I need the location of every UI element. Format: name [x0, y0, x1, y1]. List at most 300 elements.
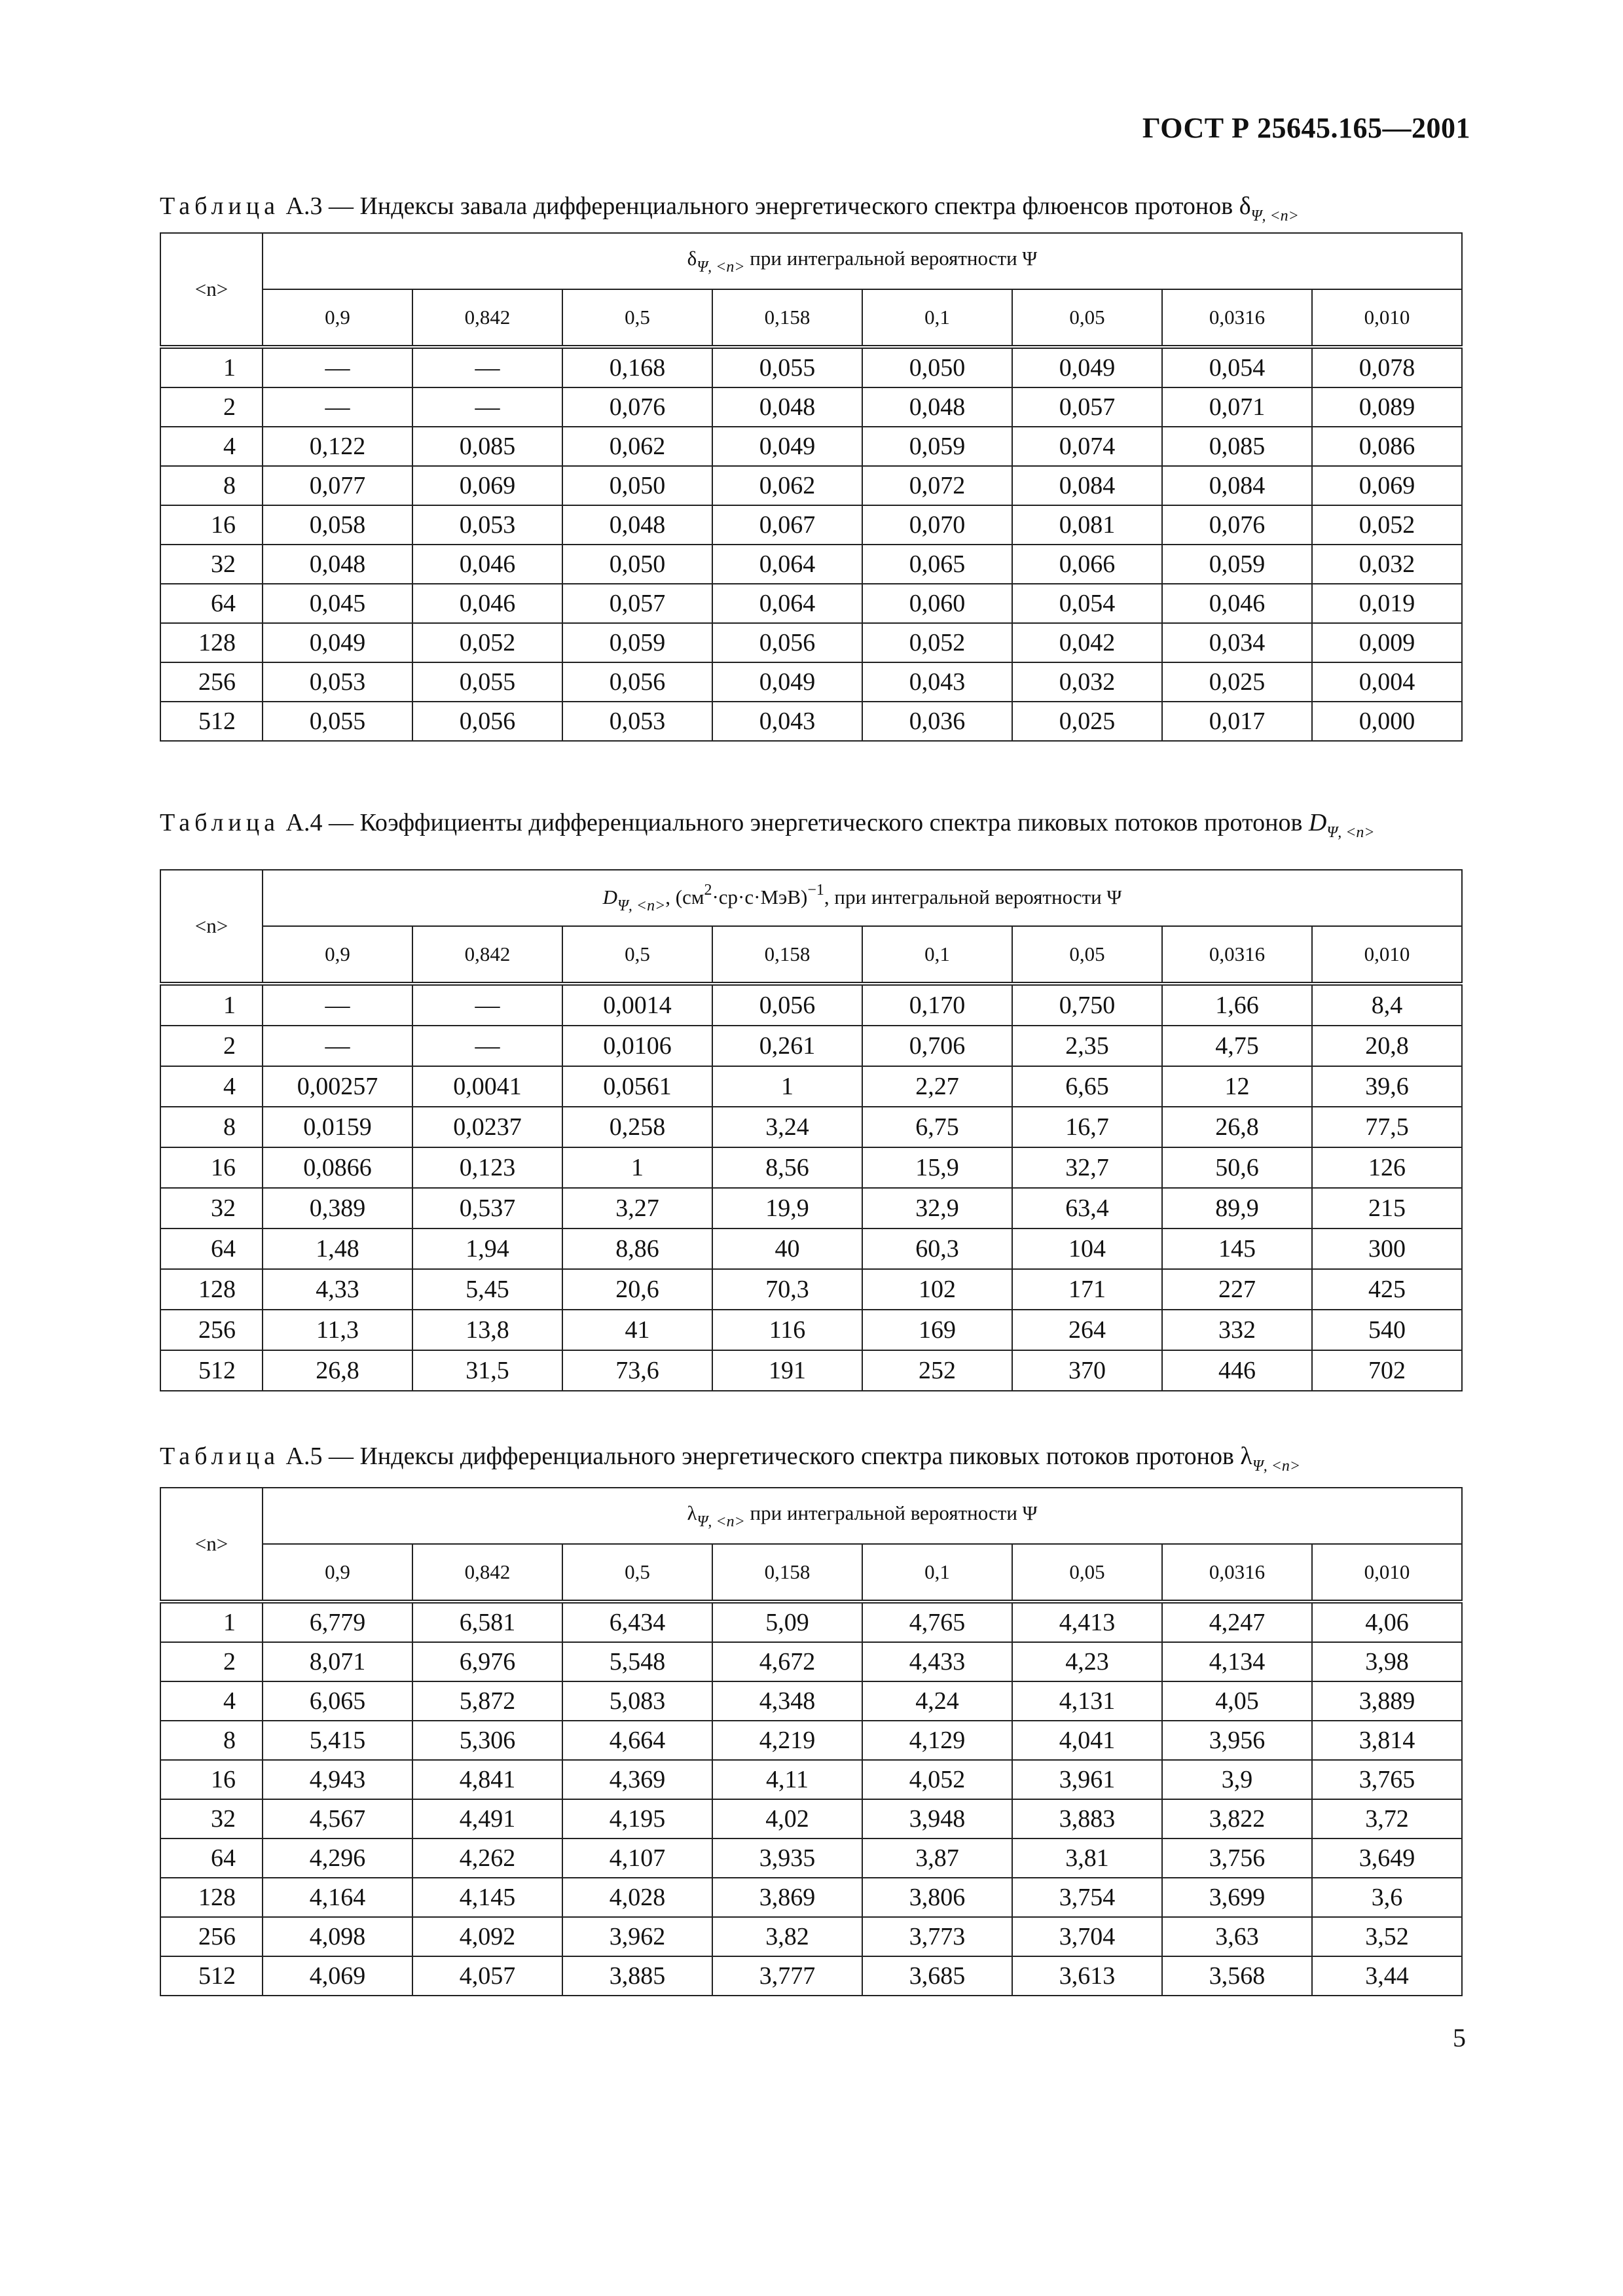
table-cell: 4,75 — [1162, 1026, 1312, 1066]
table-cell: 0,076 — [1162, 505, 1312, 545]
table-cell: 4,041 — [1012, 1721, 1162, 1760]
table-cell: 0,0106 — [562, 1026, 712, 1066]
table-cell: 0,085 — [1162, 427, 1312, 466]
row-label: 128 — [160, 1269, 263, 1310]
table-cell: 3,962 — [562, 1917, 712, 1956]
column-header: 0,0316 — [1162, 289, 1312, 347]
table-cell: 19,9 — [712, 1188, 862, 1229]
row-label: 512 — [160, 1956, 263, 1996]
table-cell: 0,045 — [263, 584, 412, 623]
table-cell: 0,055 — [712, 347, 862, 387]
table-cell: 169 — [862, 1310, 1012, 1350]
document-code: ГОСТ Р 25645.165—2001 — [1142, 112, 1470, 144]
table-cell: 40 — [712, 1229, 862, 1269]
table-cell: 0,046 — [412, 584, 562, 623]
table-cell: 0,049 — [712, 427, 862, 466]
table-row — [160, 466, 1462, 505]
table-cell: 0,042 — [1012, 623, 1162, 662]
table-cell: 4,433 — [862, 1642, 1012, 1681]
group-unit: , (см — [665, 885, 704, 908]
row-label: 1 — [160, 1602, 263, 1642]
table-cell: 215 — [1312, 1188, 1462, 1229]
table-cell: — — [263, 1026, 412, 1066]
table-cell: — — [263, 984, 412, 1026]
table-cell: 0,0041 — [412, 1066, 562, 1107]
row-label: 16 — [160, 505, 263, 545]
table-cell: 0,048 — [712, 387, 862, 427]
table-cell: 0,057 — [562, 584, 712, 623]
table-cell: 0,056 — [712, 623, 862, 662]
group-header — [263, 870, 1462, 926]
table-cell: 0,072 — [862, 466, 1012, 505]
table-cell: 4,219 — [712, 1721, 862, 1760]
table-cell: 89,9 — [1162, 1188, 1312, 1229]
table-cell: 0,032 — [1312, 545, 1462, 584]
table-cell: 39,6 — [1312, 1066, 1462, 1107]
column-header: 0,05 — [1012, 289, 1162, 347]
table-cell: 3,72 — [1312, 1799, 1462, 1839]
table-cell: 5,09 — [712, 1602, 862, 1642]
table-cell: 3,806 — [862, 1878, 1012, 1917]
table-row — [160, 545, 1462, 584]
group-symbol: δ — [687, 246, 697, 270]
table-cell: 73,6 — [562, 1350, 712, 1391]
table-cell: 1 — [562, 1147, 712, 1188]
table-cell: 4,092 — [412, 1917, 562, 1956]
column-header: 0,9 — [263, 1544, 412, 1602]
table-cell: 0,052 — [862, 623, 1012, 662]
caption-text: А.5 — Индексы дифференциального энергетического спектра пиковых потоков протонов — [285, 1443, 1234, 1470]
column-header: 0,010 — [1312, 289, 1462, 347]
table-cell: 0,168 — [562, 347, 712, 387]
table-cell: 3,889 — [1312, 1681, 1462, 1721]
table-cell: 3,948 — [862, 1799, 1012, 1839]
row-label: 512 — [160, 702, 263, 741]
table-cell: 4,24 — [862, 1681, 1012, 1721]
table-cell: 540 — [1312, 1310, 1462, 1350]
table-cell: 4,262 — [412, 1839, 562, 1878]
table-cell: 3,63 — [1162, 1917, 1312, 1956]
table-cell: 4,23 — [1012, 1642, 1162, 1681]
table-row — [160, 1147, 1462, 1188]
table-cell: 3,961 — [1012, 1760, 1162, 1799]
table-cell: 3,754 — [1012, 1878, 1162, 1917]
table-cell: 4,247 — [1162, 1602, 1312, 1642]
table-cell: 370 — [1012, 1350, 1162, 1391]
table-cell: 6,581 — [412, 1602, 562, 1642]
table-cell: 4,052 — [862, 1760, 1012, 1799]
table-cell: 0,004 — [1312, 662, 1462, 702]
row-label: 32 — [160, 1799, 263, 1839]
group-unit: ·ср·с·МэВ) — [712, 885, 808, 908]
table-cell: 0,081 — [1012, 505, 1162, 545]
row-label: 4 — [160, 427, 263, 466]
table-cell: 0,059 — [1162, 545, 1312, 584]
table-cell: 0,076 — [562, 387, 712, 427]
table-cell: 1 — [712, 1066, 862, 1107]
table-row — [160, 1799, 1462, 1839]
table-a5 — [160, 1487, 1463, 1996]
table-row — [160, 1350, 1462, 1391]
table-cell: 3,883 — [1012, 1799, 1162, 1839]
table-cell: 0,123 — [412, 1147, 562, 1188]
row-label: 8 — [160, 466, 263, 505]
row-label: 8 — [160, 1721, 263, 1760]
table-cell: 4,145 — [412, 1878, 562, 1917]
table-cell: 63,4 — [1012, 1188, 1162, 1229]
table-cell: 0,053 — [263, 662, 412, 702]
table-cell: 3,822 — [1162, 1799, 1312, 1839]
table-cell: — — [412, 984, 562, 1026]
row-label: 4 — [160, 1066, 263, 1107]
table-cell: 4,06 — [1312, 1602, 1462, 1642]
table-cell: 0,009 — [1312, 623, 1462, 662]
row-label: 32 — [160, 1188, 263, 1229]
column-header: 0,842 — [412, 289, 562, 347]
table-cell: 3,685 — [862, 1956, 1012, 1996]
column-header: 0,0316 — [1162, 926, 1312, 984]
table-cell: 0,049 — [712, 662, 862, 702]
table-cell: 3,52 — [1312, 1917, 1462, 1956]
table-row — [160, 1917, 1462, 1956]
table-a3-caption — [160, 190, 1463, 232]
table-cell: 4,369 — [562, 1760, 712, 1799]
table-cell: 5,548 — [562, 1642, 712, 1681]
table-cell: 5,45 — [412, 1269, 562, 1310]
table-cell: 0,258 — [562, 1107, 712, 1147]
table-cell: 4,296 — [263, 1839, 412, 1878]
table-cell: 3,869 — [712, 1878, 862, 1917]
table-row — [160, 387, 1462, 427]
table-cell: 3,773 — [862, 1917, 1012, 1956]
table-cell: — — [412, 347, 562, 387]
table-cell: 0,052 — [412, 623, 562, 662]
table-cell: 20,8 — [1312, 1026, 1462, 1066]
table-cell: 3,81 — [1012, 1839, 1162, 1878]
table-cell: 11,3 — [263, 1310, 412, 1350]
column-header: 0,158 — [712, 1544, 862, 1602]
table-cell: 77,5 — [1312, 1107, 1462, 1147]
table-cell: 0,050 — [562, 466, 712, 505]
table-cell: 0,085 — [412, 427, 562, 466]
table-cell: 3,9 — [1162, 1760, 1312, 1799]
table-cell: 3,6 — [1312, 1878, 1462, 1917]
table-row — [160, 1107, 1462, 1147]
table-cell: 0,034 — [1162, 623, 1312, 662]
row-label: 64 — [160, 1839, 263, 1878]
table-cell: 1,94 — [412, 1229, 562, 1269]
table-row — [160, 1188, 1462, 1229]
table-row — [160, 1269, 1462, 1310]
table-cell: 32,7 — [1012, 1147, 1162, 1188]
table-cell: 0,122 — [263, 427, 412, 466]
table-cell: 0,086 — [1312, 427, 1462, 466]
table-cell: 0,058 — [263, 505, 412, 545]
row-label: 128 — [160, 1878, 263, 1917]
table-row — [160, 1681, 1462, 1721]
table-row — [160, 1066, 1462, 1107]
table-cell: 4,069 — [263, 1956, 412, 1996]
table-cell: 0,060 — [862, 584, 1012, 623]
table-row — [160, 1310, 1462, 1350]
table-row — [160, 662, 1462, 702]
row-label: 256 — [160, 662, 263, 702]
table-cell: 0,084 — [1012, 466, 1162, 505]
table-cell: 0,052 — [1312, 505, 1462, 545]
column-header: 0,010 — [1312, 926, 1462, 984]
table-cell: 4,491 — [412, 1799, 562, 1839]
table-cell: 0,067 — [712, 505, 862, 545]
table-cell: 3,98 — [1312, 1642, 1462, 1681]
row-label: 1 — [160, 347, 263, 387]
table-cell: 0,0561 — [562, 1066, 712, 1107]
row-label: 2 — [160, 1642, 263, 1681]
table-cell: 4,348 — [712, 1681, 862, 1721]
table-cell: 3,765 — [1312, 1760, 1462, 1799]
table-cell: 0,0159 — [263, 1107, 412, 1147]
row-label: 16 — [160, 1147, 263, 1188]
table-cell: 1,48 — [263, 1229, 412, 1269]
table-cell: 0,053 — [562, 702, 712, 741]
table-cell: 0,049 — [263, 623, 412, 662]
table-cell: 3,704 — [1012, 1917, 1162, 1956]
table-cell: 4,765 — [862, 1602, 1012, 1642]
table-cell: 4,943 — [263, 1760, 412, 1799]
table-cell: 6,065 — [263, 1681, 412, 1721]
caption-word: Таблица — [160, 809, 280, 836]
group-text: при интегральной вероятности Ψ — [744, 1501, 1038, 1524]
table-cell: 446 — [1162, 1350, 1312, 1391]
table-cell: 2,35 — [1012, 1026, 1162, 1066]
table-row — [160, 1760, 1462, 1799]
table-row — [160, 1878, 1462, 1917]
table-cell: 332 — [1162, 1310, 1312, 1350]
table-cell: 13,8 — [412, 1310, 562, 1350]
column-header: 0,05 — [1012, 1544, 1162, 1602]
table-cell: 6,65 — [1012, 1066, 1162, 1107]
group-header — [263, 233, 1462, 289]
table-cell: 104 — [1012, 1229, 1162, 1269]
table-cell: 0,706 — [862, 1026, 1012, 1066]
table-cell: 1,66 — [1162, 984, 1312, 1026]
table-cell: 8,4 — [1312, 984, 1462, 1026]
table-cell: 3,777 — [712, 1956, 862, 1996]
table-cell: 4,672 — [712, 1642, 862, 1681]
page-number: 5 — [1453, 2023, 1466, 2053]
column-header: 0,0316 — [1162, 1544, 1312, 1602]
table-cell: 3,756 — [1162, 1839, 1312, 1878]
table-cell: 3,568 — [1162, 1956, 1312, 1996]
column-header: 0,158 — [712, 289, 862, 347]
table-cell: 41 — [562, 1310, 712, 1350]
table-cell: 32,9 — [862, 1188, 1012, 1229]
table-cell: 4,413 — [1012, 1602, 1162, 1642]
table-cell: 116 — [712, 1310, 862, 1350]
column-header: 0,5 — [562, 926, 712, 984]
column-header: 0,842 — [412, 926, 562, 984]
table-cell: 0,070 — [862, 505, 1012, 545]
column-header: 0,5 — [562, 289, 712, 347]
table-cell: 0,065 — [862, 545, 1012, 584]
table-cell: 0,069 — [1312, 466, 1462, 505]
row-label: 2 — [160, 1026, 263, 1066]
table-cell: — — [412, 387, 562, 427]
table-row — [160, 623, 1462, 662]
table-cell: 4,841 — [412, 1760, 562, 1799]
table-cell: 8,56 — [712, 1147, 862, 1188]
row-label: 64 — [160, 1229, 263, 1269]
caption-word: Таблица — [160, 192, 280, 220]
table-cell: 0,054 — [1162, 347, 1312, 387]
table-cell: 4,134 — [1162, 1642, 1312, 1681]
table-cell: 0,017 — [1162, 702, 1312, 741]
table-row — [160, 1839, 1462, 1878]
table-cell: 31,5 — [412, 1350, 562, 1391]
table-cell: 0,055 — [263, 702, 412, 741]
table-cell: 145 — [1162, 1229, 1312, 1269]
table-cell: 4,107 — [562, 1839, 712, 1878]
table-cell: 126 — [1312, 1147, 1462, 1188]
column-header: 0,158 — [712, 926, 862, 984]
group-subscript: Ψ, <n> — [697, 1513, 745, 1530]
table-cell: 0,057 — [1012, 387, 1162, 427]
table-cell: 171 — [1012, 1269, 1162, 1310]
table-row — [160, 1229, 1462, 1269]
table-cell: 8,86 — [562, 1229, 712, 1269]
column-header: 0,1 — [862, 1544, 1012, 1602]
table-cell: 12 — [1162, 1066, 1312, 1107]
table-cell: 252 — [862, 1350, 1012, 1391]
table-cell: 0,077 — [263, 466, 412, 505]
table-cell: 0,0866 — [263, 1147, 412, 1188]
table-cell: 4,195 — [562, 1799, 712, 1839]
table-cell: 16,7 — [1012, 1107, 1162, 1147]
table-cell: 3,24 — [712, 1107, 862, 1147]
table-cell: 5,872 — [412, 1681, 562, 1721]
column-header: 0,010 — [1312, 1544, 1462, 1602]
table-cell: 3,814 — [1312, 1721, 1462, 1760]
row-label: 128 — [160, 623, 263, 662]
table-cell: 0,062 — [562, 427, 712, 466]
table-cell: 300 — [1312, 1229, 1462, 1269]
table-cell: 0,00257 — [263, 1066, 412, 1107]
table-cell: 3,44 — [1312, 1956, 1462, 1996]
column-header: 0,1 — [862, 289, 1012, 347]
row-label: 512 — [160, 1350, 263, 1391]
table-cell: 0,048 — [263, 545, 412, 584]
row-label: 1 — [160, 984, 263, 1026]
table-cell: 0,050 — [862, 347, 1012, 387]
table-cell: 0,025 — [1012, 702, 1162, 741]
group-subscript: Ψ, <n> — [697, 258, 745, 276]
table-cell: 0,069 — [412, 466, 562, 505]
table-cell: 0,059 — [562, 623, 712, 662]
table-cell: 6,976 — [412, 1642, 562, 1681]
table-row — [160, 1956, 1462, 1996]
table-cell: 0,064 — [712, 584, 862, 623]
table-a4 — [160, 869, 1463, 1391]
table-cell: 0,261 — [712, 1026, 862, 1066]
table-a3 — [160, 232, 1463, 742]
table-row — [160, 1026, 1462, 1066]
caption-subscript: Ψ, <n> — [1326, 824, 1375, 841]
table-cell: 264 — [1012, 1310, 1162, 1350]
table-cell: 5,306 — [412, 1721, 562, 1760]
table-cell: 0,032 — [1012, 662, 1162, 702]
table-cell: 8,071 — [263, 1642, 412, 1681]
row-label: 16 — [160, 1760, 263, 1799]
group-text: , при интегральной вероятности Ψ — [824, 885, 1122, 908]
table-cell: 3,699 — [1162, 1878, 1312, 1917]
table-cell: 0,048 — [862, 387, 1012, 427]
table-cell: 0,089 — [1312, 387, 1462, 427]
table-cell: 4,02 — [712, 1799, 862, 1839]
caption-word: Таблица — [160, 1443, 280, 1470]
table-cell: 5,415 — [263, 1721, 412, 1760]
table-cell: 4,028 — [562, 1878, 712, 1917]
caption-text: А.3 — Индексы завала дифференциального энергетического спектра флюенсов протонов — [285, 192, 1233, 220]
table-cell: 0,043 — [712, 702, 862, 741]
table-cell: 0,537 — [412, 1188, 562, 1229]
table-row — [160, 427, 1462, 466]
table-cell: 3,649 — [1312, 1839, 1462, 1878]
table-cell: 4,098 — [263, 1917, 412, 1956]
table-row — [160, 347, 1462, 387]
row-header-n: <n> — [160, 233, 263, 347]
caption-symbol: δ — [1239, 192, 1251, 220]
table-cell: 0,019 — [1312, 584, 1462, 623]
table-cell: 0,056 — [412, 702, 562, 741]
table-row — [160, 584, 1462, 623]
caption-symbol: D — [1308, 809, 1327, 836]
row-label: 256 — [160, 1310, 263, 1350]
table-cell: 0,750 — [1012, 984, 1162, 1026]
table-a4-caption — [160, 806, 1463, 849]
table-cell: 0,046 — [1162, 584, 1312, 623]
table-cell: 0,084 — [1162, 466, 1312, 505]
table-cell: 3,613 — [1012, 1956, 1162, 1996]
table-cell: 5,083 — [562, 1681, 712, 1721]
row-label: 4 — [160, 1681, 263, 1721]
table-row — [160, 1642, 1462, 1681]
column-header: 0,5 — [562, 1544, 712, 1602]
table-cell: 4,11 — [712, 1760, 862, 1799]
table-cell: 0,062 — [712, 466, 862, 505]
table-cell: 4,129 — [862, 1721, 1012, 1760]
table-row — [160, 505, 1462, 545]
table-cell: 70,3 — [712, 1269, 862, 1310]
table-cell: 3,935 — [712, 1839, 862, 1878]
table-cell: 0,0014 — [562, 984, 712, 1026]
table-cell: 6,75 — [862, 1107, 1012, 1147]
table-cell: 0,054 — [1012, 584, 1162, 623]
caption-symbol: λ — [1240, 1443, 1252, 1470]
table-cell: 4,131 — [1012, 1681, 1162, 1721]
table-cell: 0,049 — [1012, 347, 1162, 387]
table-cell: 0,0237 — [412, 1107, 562, 1147]
table-cell: 0,046 — [412, 545, 562, 584]
table-cell: 191 — [712, 1350, 862, 1391]
table-cell: 26,8 — [1162, 1107, 1312, 1147]
table-cell: 0,071 — [1162, 387, 1312, 427]
column-header: 0,05 — [1012, 926, 1162, 984]
table-cell: 60,3 — [862, 1229, 1012, 1269]
table-row — [160, 1602, 1462, 1642]
table-cell: — — [263, 347, 412, 387]
table-cell: 0,025 — [1162, 662, 1312, 702]
table-cell: 15,9 — [862, 1147, 1012, 1188]
table-cell: 26,8 — [263, 1350, 412, 1391]
